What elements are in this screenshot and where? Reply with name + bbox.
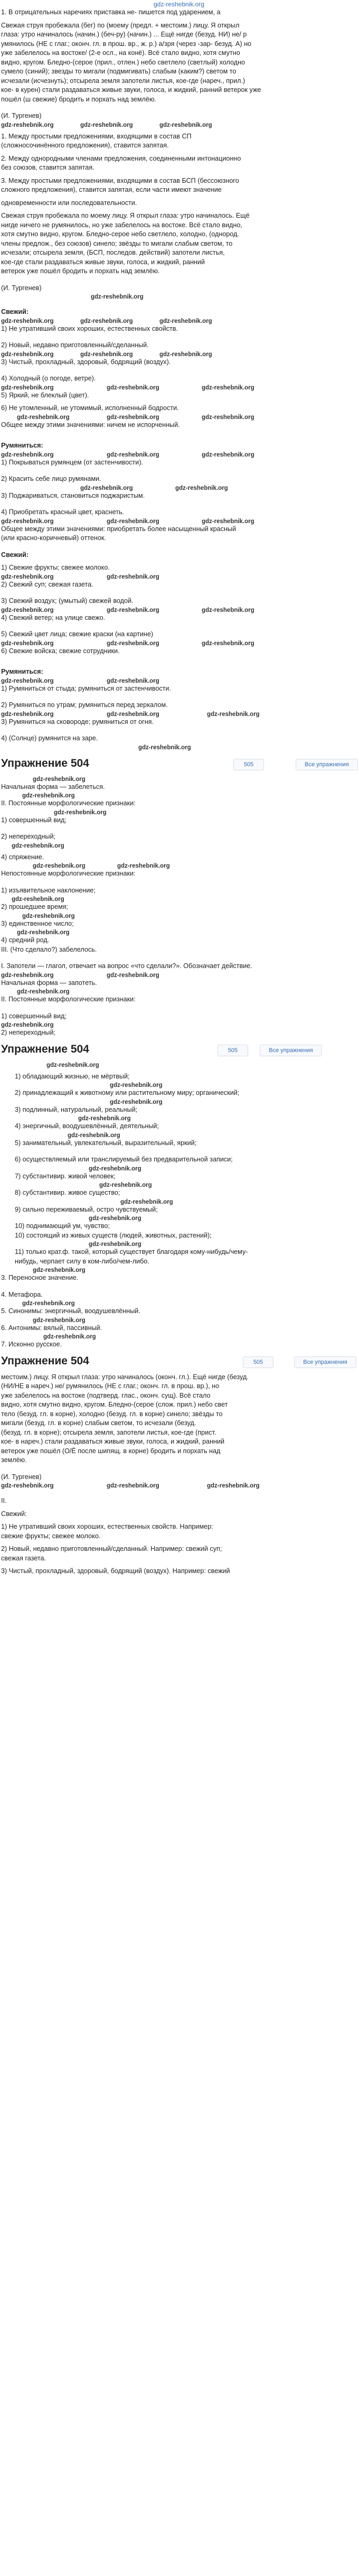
exercise-title: Упражнение 504 xyxy=(1,1043,89,1055)
watermark: gdz-reshebnik.org xyxy=(1,1483,54,1489)
next-exercise-button[interactable]: 505 xyxy=(233,759,264,770)
watermark: gdz-reshebnik.org xyxy=(107,972,159,979)
section-morph-zapoteli xyxy=(1,962,357,1037)
exercise-nav-bar xyxy=(1,1352,357,1370)
watermark: gdz-reshebnik.org xyxy=(110,1082,163,1089)
section-rumyanitsya-meanings xyxy=(1,442,357,543)
page xyxy=(0,1,359,1576)
watermark: gdz-reshebnik.org xyxy=(22,793,75,799)
summary: Общее между этими значениями: приобретать более насыщенный красный xyxy=(1,525,237,533)
watermark: gdz-reshebnik.org xyxy=(107,518,159,525)
text-line: исчезали (исчезнуть); отсырела земля запотели листья, кое-где (нареч., прил.) xyxy=(1,77,245,85)
section-zhivoy-analysis xyxy=(1,1267,357,1349)
watermark: gdz-reshebnik.org xyxy=(80,485,133,491)
text-line: ветерок уже пошёл (О/Ё после шипящ. в корне) бродить и порхать над xyxy=(1,1447,221,1455)
watermark-row xyxy=(1,122,357,129)
watermark: gdz-reshebnik.org xyxy=(107,414,159,421)
text-line: Начальная форма — запотеть. xyxy=(1,979,97,987)
watermark: gdz-reshebnik.org xyxy=(110,1099,163,1105)
all-exercises-button[interactable]: Все упражнения xyxy=(294,1356,356,1368)
text-line: 7. Исконно русское. xyxy=(1,1341,62,1348)
watermark-row xyxy=(1,351,357,358)
watermark-row xyxy=(1,485,357,492)
watermark: gdz-reshebnik.org xyxy=(202,451,254,458)
section-punctuation xyxy=(1,133,357,301)
watermark-row xyxy=(15,1215,357,1222)
watermark-row xyxy=(1,972,357,979)
watermark: gdz-reshebnik.org xyxy=(68,1132,120,1139)
watermark-row xyxy=(1,607,357,614)
watermark: gdz-reshebnik.org xyxy=(89,1215,141,1222)
watermark-row xyxy=(1,1482,357,1490)
watermark: gdz-reshebnik.org xyxy=(1,573,54,580)
watermark-row xyxy=(15,1099,357,1106)
watermark: gdz-reshebnik.org xyxy=(107,451,159,458)
watermark-row xyxy=(1,573,357,581)
text-line: сумело (синий); звезды то мигали (подмигивать) слабым (каким?) светом то xyxy=(1,68,237,75)
list-item: 1) Румяниться от стыда; румяниться от застенчивости. xyxy=(1,684,171,692)
list-item: 1) совершенный вид; xyxy=(1,1012,67,1020)
all-exercises-button[interactable]: Все упражнения xyxy=(260,1045,322,1056)
text-line: (сложносочинённого предложения), ставится запятая. xyxy=(1,142,169,149)
list-item: 4) энергичный, воодушевлённый, деятельный; xyxy=(15,1122,159,1130)
list-item: 2) прошедшее время; xyxy=(1,903,68,910)
exercise-title: Упражнение 504 xyxy=(1,757,89,769)
site-link[interactable]: gdz-reshebnik.org xyxy=(153,1,205,8)
section-heading: Румяниться: xyxy=(1,668,43,675)
section-orthograms xyxy=(1,1373,357,1490)
watermark: gdz-reshebnik.org xyxy=(22,1300,75,1307)
section-morph-zabelelos xyxy=(1,776,357,954)
text-line: мигали (безуд. гл. в корне) слабым светом, то исчезали (безуд. xyxy=(1,1419,196,1427)
list-item: свежая газета. xyxy=(1,1554,46,1562)
watermark: gdz-reshebnik.org xyxy=(175,485,228,491)
text-line: исчезали; отсырела земля, (БСП, последов. действий) запотели листья, xyxy=(1,249,225,256)
watermark: gdz-reshebnik.org xyxy=(17,989,70,995)
list-item: 11) только крат.ф. такой, который существует благодаря кому-нибудь/чему- xyxy=(15,1248,248,1256)
list-item: 4) Приобретать красный цвет, краснеть. xyxy=(1,508,125,516)
watermark: gdz-reshebnik.org xyxy=(43,1334,96,1340)
watermark: gdz-reshebnik.org xyxy=(159,351,212,358)
text-line: (безуд. гл. в корне); отсырела земля, запотели листья, кое-где (прист. xyxy=(1,1428,216,1436)
list-item: 2) Свежий суп; свежая газета. xyxy=(1,580,93,588)
all-exercises-button[interactable]: Все упражнения xyxy=(296,759,358,770)
watermark: gdz-reshebnik.org xyxy=(17,929,70,936)
text-line: ветерок уже пошёл бродить и порхать над землёю. xyxy=(1,267,160,275)
section-spelling xyxy=(1,8,357,129)
watermark: gdz-reshebnik.org xyxy=(120,1198,173,1205)
watermark-row xyxy=(1,1317,357,1324)
list-item: 6) Свежие войска; свежие сотрудники. xyxy=(1,647,120,655)
watermark-row xyxy=(1,451,357,459)
watermark-row xyxy=(1,318,357,325)
watermark: gdz-reshebnik.org xyxy=(159,122,212,128)
text-line: (НИ/НЕ в нареч.) не/ румянилось (НЕ с глаг.; оконч. гл. в прош. вр.), но xyxy=(1,1382,220,1390)
list-item: 2) Красить себе лицо румянами. xyxy=(1,475,101,482)
text-line: уже забелелось на востоке (подтверд. глас., оконч. сущ). Всё стало xyxy=(1,1391,211,1399)
text-line: Свежая струя пробежала по моему лицу. Я открыл глаза: утро начиналось. Ещё xyxy=(1,212,250,219)
list-item: 5) Свежий цвет лица; свежие краски (на картине) xyxy=(1,630,154,638)
watermark: gdz-reshebnik.org xyxy=(91,294,144,300)
watermark: gdz-reshebnik.org xyxy=(107,573,159,580)
text-line: пошёл (ш свежие) бродить и порхать над землёю. xyxy=(1,95,156,103)
text-line: нигде ничего не румянилось, но уже забелелось на востоке. Всё стало видно, xyxy=(1,221,242,229)
author: (И. Тургенев) xyxy=(1,284,42,292)
list-item: 4) средний род. xyxy=(1,936,50,944)
watermark-row xyxy=(15,1115,357,1122)
text-line: I. Запотели — глагол, отвечает на вопрос «что сделали?». Обозначает действие. xyxy=(1,962,252,970)
section-zhivoy-meanings xyxy=(1,1062,357,1266)
text-line: кое- в курен) стали раздаваться живые звуки, голоса, и жидкий, ранний ветерок уже xyxy=(1,86,261,94)
list-item: 1) совершенный вид; xyxy=(1,816,67,824)
text-line: видно, хотя смутно видно, кругом. Бледно-(серое (слож. прил.) небо свет xyxy=(1,1401,228,1408)
watermark: gdz-reshebnik.org xyxy=(207,711,260,718)
summary: Общее между этими значениями: ничем не испорченный. xyxy=(1,421,180,429)
list-item: 9) сильно переживаемый, остро чувствуемый; xyxy=(15,1205,158,1213)
text-line: II. xyxy=(1,1497,7,1504)
watermark: gdz-reshebnik.org xyxy=(12,896,64,903)
watermark-row xyxy=(1,384,357,392)
text-line: Начальная форма — забелеться. xyxy=(1,783,105,791)
watermark: gdz-reshebnik.org xyxy=(33,1267,86,1273)
list-item: 4) (Солнце) румянится на заре. xyxy=(1,734,98,742)
list-item: 2) Румяниться по утрам; румяниться перед зеркалом. xyxy=(1,701,168,709)
list-item: 3) единственное число; xyxy=(1,919,74,927)
watermark-row xyxy=(15,1182,357,1189)
list-item: свежие фрукты; свежее молоко. xyxy=(1,1532,101,1540)
text-line: 1. Между простыми предложениями, входящими в состав СП xyxy=(1,132,192,140)
watermark-row xyxy=(1,711,357,718)
list-item: 2) Новый, недавно приготовленный/сделанный. Например: свежий суп; xyxy=(1,1545,222,1552)
list-item: 3) Чистый, прохладный, здоровый, бодрящий (воздух). xyxy=(1,358,171,366)
watermark-row xyxy=(15,1082,357,1089)
text-line: 1. В отрицательных наречиях приставка не- пишется под ударением, а xyxy=(1,8,221,16)
section-svezhiy-with-examples xyxy=(1,1497,357,1576)
watermark: gdz-reshebnik.org xyxy=(107,384,159,391)
text-line: видно, кругом. Бледно-(серое (прил., отлен.) небо светлело (светлый) холодно xyxy=(1,58,245,66)
watermark: gdz-reshebnik.org xyxy=(33,863,86,869)
watermark-row xyxy=(15,1132,357,1139)
watermark-row xyxy=(1,1021,357,1029)
watermark: gdz-reshebnik.org xyxy=(1,451,54,458)
watermark-row xyxy=(1,776,357,783)
author: (И. Тургенев) xyxy=(1,1473,42,1481)
list-item: 5) занимательный, увлекательный, выразительный, яркий; xyxy=(15,1139,197,1147)
watermark: gdz-reshebnik.org xyxy=(80,351,133,358)
watermark: gdz-reshebnik.org xyxy=(202,640,254,647)
watermark-row xyxy=(1,862,357,870)
list-item: 3) Поджариваться, становиться поджаристым. xyxy=(1,491,145,499)
text-line: без союзов, ставится запятая. xyxy=(1,164,95,171)
section-heading: Свежий: xyxy=(1,308,29,315)
watermark: gdz-reshebnik.org xyxy=(1,677,54,684)
watermark: gdz-reshebnik.org xyxy=(80,122,133,128)
watermark: gdz-reshebnik.org xyxy=(138,744,191,751)
list-item: 3) Свежий воздух; (умытый) свежей водой. xyxy=(1,597,134,605)
watermark-row xyxy=(1,792,357,799)
watermark: gdz-reshebnik.org xyxy=(33,776,86,783)
section-heading: Румяниться: xyxy=(1,442,43,449)
watermark: gdz-reshebnik.org xyxy=(33,1317,86,1324)
list-item: 4) спряжение. xyxy=(1,853,44,861)
next-exercise-button[interactable]: 505 xyxy=(218,1045,248,1056)
watermark: gdz-reshebnik.org xyxy=(1,711,54,718)
watermark: gdz-reshebnik.org xyxy=(1,1022,54,1028)
list-item: 2) принадлежащий к животному или растительному миру; органический; xyxy=(15,1089,240,1096)
text-line: 5. Синонимы: энергичный, воодушевлённый. xyxy=(1,1307,140,1315)
text-line: члены предлож., без союзов) синело; звёзды то мигали слабым светом, то xyxy=(1,239,233,247)
watermark: gdz-reshebnik.org xyxy=(107,1483,159,1489)
section-svezhiy-meanings xyxy=(1,308,357,429)
watermark: gdz-reshebnik.org xyxy=(1,122,54,128)
watermark-row xyxy=(15,1241,357,1248)
list-item: 1) Не утративший своих хороших, естественных свойств. Например: xyxy=(1,1523,213,1530)
watermark: gdz-reshebnik.org xyxy=(1,607,54,613)
watermark: gdz-reshebnik.org xyxy=(46,1062,99,1068)
list-item: 3) Чистый, прохладный, здоровый, бодрящий (воздух). Например: свежий xyxy=(1,1567,230,1575)
watermark-row xyxy=(15,1198,357,1206)
text-line: кое- в нареч.) стали раздаваться живые звуки, голоса, и жидкий, ранний xyxy=(1,1438,225,1445)
text-line: II. Постоянные морфологические признаки: xyxy=(1,996,136,1003)
watermark-row xyxy=(1,414,357,421)
list-item: 4) Холодный (о погоде, ветре). xyxy=(1,375,96,382)
list-item: 4) Свежий ветер; на улице свежо. xyxy=(1,613,106,621)
section-svezhiy-examples xyxy=(1,551,357,656)
text-line: хотя смутно видно, кругом. Бледно-серое небо светлело, холодно, (однород. xyxy=(1,230,239,238)
list-item: 7) субстантивир. живой человек; xyxy=(15,1172,116,1180)
text-line: II. Постоянные морфологические признаки: xyxy=(1,799,136,807)
watermark: gdz-reshebnik.org xyxy=(1,972,54,979)
watermark: gdz-reshebnik.org xyxy=(54,809,107,816)
exercise-nav-bar xyxy=(1,755,357,773)
text-line: 6. Антонимы: вялый, пассивный. xyxy=(1,1324,102,1332)
text-line: 2. Между однородными членами предложения, соединенными интонационно xyxy=(1,154,241,162)
text-line: III. (Что сделало?) забелелось. xyxy=(1,945,97,953)
text-line: 3. Между простыми предложениями, входящими в состав БСП (бессоюзного xyxy=(1,176,239,184)
watermark-row xyxy=(1,518,357,525)
list-item: 2) непереходный; xyxy=(1,1029,55,1036)
text-line: глаза: утро начиналось (начин.) (беч-ру) (начин.) ... Ещё нигде (безуд. НИ) не/ р xyxy=(1,31,247,38)
watermark: gdz-reshebnik.org xyxy=(1,384,54,391)
watermark: gdz-reshebnik.org xyxy=(107,607,159,613)
watermark-row xyxy=(1,1333,357,1341)
section-heading: Свежий: xyxy=(1,1510,27,1518)
watermark-row xyxy=(1,1267,357,1274)
list-item: 1) изъявительное наклонение; xyxy=(1,886,96,894)
watermark: gdz-reshebnik.org xyxy=(89,1165,141,1172)
watermark-row xyxy=(1,744,357,751)
watermark-row xyxy=(1,988,357,996)
list-item: 2) непереходный; xyxy=(1,833,55,840)
exercise-nav-bar xyxy=(1,1040,357,1058)
watermark: gdz-reshebnik.org xyxy=(1,640,54,647)
watermark: gdz-reshebnik.org xyxy=(22,913,75,919)
text-line: одновременности или последовательности. xyxy=(1,199,137,207)
watermark: gdz-reshebnik.org xyxy=(80,318,133,324)
watermark-row xyxy=(15,1062,357,1069)
text-line: землёю. xyxy=(1,1456,27,1464)
watermark-row xyxy=(15,1165,357,1173)
list-item: 1) Не утративший своих хороших, естественных свойств. xyxy=(1,324,178,332)
watermark-row xyxy=(1,640,357,647)
list-item: 3) Румяниться на сковороде; румяниться от огня. xyxy=(1,718,154,726)
section-heading: Свежий: xyxy=(1,551,29,559)
watermark-row xyxy=(1,677,357,685)
author: (И. Тургенев) xyxy=(1,112,42,119)
list-item: 8) субстантивир. живое существо; xyxy=(15,1189,120,1196)
list-item: 1) Свежие фрукты; свежее молоко. xyxy=(1,564,110,571)
watermark-row xyxy=(1,842,357,850)
watermark: gdz-reshebnik.org xyxy=(107,711,159,718)
exercise-title: Упражнение 504 xyxy=(1,1354,89,1367)
watermark: gdz-reshebnik.org xyxy=(202,607,254,613)
watermark: gdz-reshebnik.org xyxy=(202,518,254,525)
watermark: gdz-reshebnik.org xyxy=(107,677,159,684)
watermark: gdz-reshebnik.org xyxy=(202,414,254,421)
watermark: gdz-reshebnik.org xyxy=(1,318,54,324)
list-item: 2) Новый, недавно приготовленный/сделанный. xyxy=(1,341,149,349)
list-item: 1) Покрываться румянцем (от застенчивости). xyxy=(1,458,144,466)
watermark: gdz-reshebnik.org xyxy=(107,640,159,647)
watermark: gdz-reshebnik.org xyxy=(89,1241,141,1248)
watermark-row xyxy=(1,896,357,903)
watermark: gdz-reshebnik.org xyxy=(117,863,170,869)
watermark-row xyxy=(1,809,357,816)
watermark: gdz-reshebnik.org xyxy=(17,414,70,421)
text-line: умянилось (НЕ с глаг.; оконч. гл. в прош. вр., ж. р.) а/зря (через -зар- безуд. А) но xyxy=(1,40,252,48)
watermark-row xyxy=(1,913,357,920)
next-exercise-button[interactable]: 505 xyxy=(243,1356,273,1368)
watermark-row xyxy=(1,929,357,936)
watermark: gdz-reshebnik.org xyxy=(99,1182,152,1188)
watermark: gdz-reshebnik.org xyxy=(1,351,54,358)
list-item: 5) Яркий, не блеклый (цвет). xyxy=(1,391,89,399)
text-line: уже забелелось на востоке/ (2-е осл., на конё). Всё стало видно, хотя смутно xyxy=(1,49,240,57)
text-line: местоим.) лицу. Я открыл глаза: утро начиналось (оконч. гл.). Ещё нигде (безуд. xyxy=(1,1373,249,1381)
list-item: нибудь, черпает силу в ком-либо/чем-либо. xyxy=(15,1257,149,1265)
text-line: 4. Метафора. xyxy=(1,1290,43,1298)
section-rumyanitsya-examples xyxy=(1,668,357,751)
list-item: 6) осуществляемый или транслируемый без предварительной записи; xyxy=(15,1156,233,1163)
watermark-row xyxy=(1,293,357,301)
list-item: 1) обладающий жизнью, не мёртвый; xyxy=(15,1072,130,1080)
text-line: Свежая струя пробежала (бег) по (моему (предл. + местоим.) лицу. Я открыл xyxy=(1,21,240,29)
text-line: Непостоянные морфологические признаки: xyxy=(1,870,136,877)
watermark: gdz-reshebnik.org xyxy=(202,384,254,391)
text-line: сложного предложения), ставится запятая, если части имеют значение xyxy=(1,186,222,193)
watermark: gdz-reshebnik.org xyxy=(12,842,64,849)
text-line: кое-где стали раздаваться живые звуки, голоса, и жидкий, ранний xyxy=(1,258,205,266)
watermark: gdz-reshebnik.org xyxy=(159,318,212,324)
list-item: 10) поднимающий ум, чувство; xyxy=(15,1222,110,1230)
watermark: gdz-reshebnik.org xyxy=(78,1115,131,1122)
text-line: 3. Переносное значение. xyxy=(1,1274,79,1281)
text-line: тело (безуд. гл. в корне), холодно (безуд. гл. в корне) синело; звёзды то xyxy=(1,1410,223,1418)
list-item: 6) Не утомленный, не утомимый, исполненный бодрости. xyxy=(1,404,179,412)
watermark-row xyxy=(1,1300,357,1307)
watermark: gdz-reshebnik.org xyxy=(207,1483,260,1489)
watermark: gdz-reshebnik.org xyxy=(1,518,54,525)
list-item: 10) состоящий из живых существ (людей, животных, растений); xyxy=(15,1231,212,1239)
list-item: 3) подлинный, натуральный, реальный; xyxy=(15,1105,138,1113)
summary: (или красно-коричневый) оттенок. xyxy=(1,534,106,542)
